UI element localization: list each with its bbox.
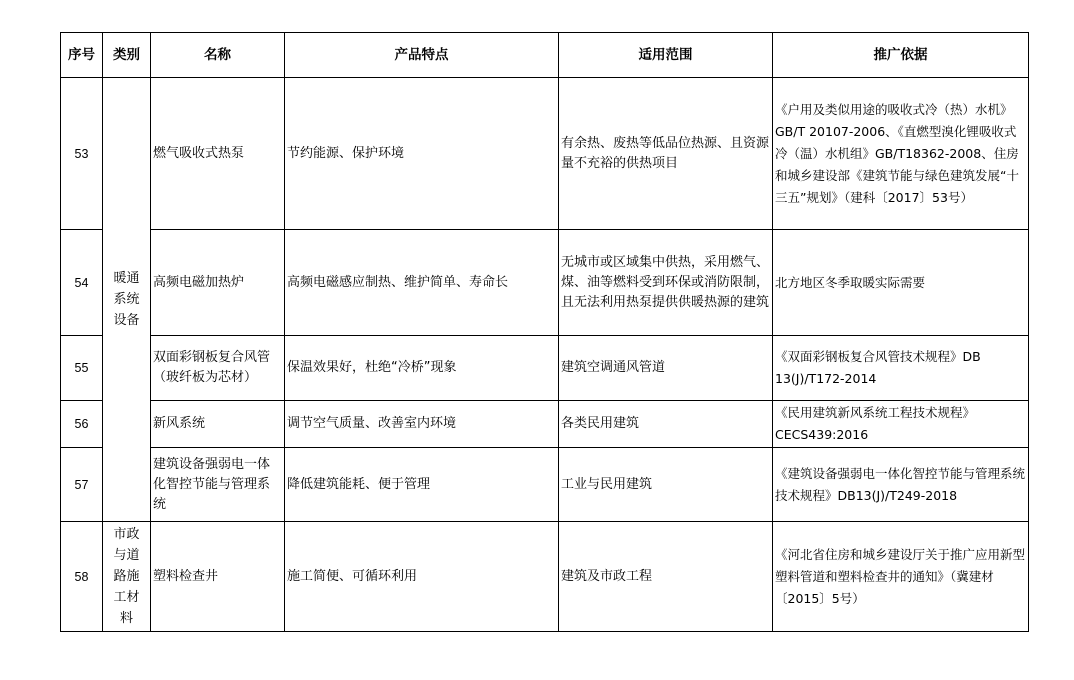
- table-row: [61, 230, 1029, 336]
- product-name: 建筑设备强弱电一体化智控节能与管理系统: [151, 448, 285, 522]
- table-row: [61, 401, 1029, 448]
- product-scope: 有余热、废热等低品位热源、且资源量不充裕的供热项目: [559, 78, 773, 230]
- product-name: 新风系统: [151, 401, 285, 448]
- header-features: 产品特点: [285, 33, 559, 78]
- row-number: 56: [61, 401, 103, 448]
- row-number: 53: [61, 78, 103, 230]
- product-scope: 建筑空调通风管道: [559, 336, 773, 401]
- row-number: 55: [61, 336, 103, 401]
- table-row: [61, 336, 1029, 401]
- category-cell: 暖通系统设备: [103, 78, 151, 522]
- product-basis: 《双面彩钢板复合风管技术规程》DB 13(J)/T172-2014: [773, 336, 1029, 401]
- product-features: 高频电磁感应制热、维护简单、寿命长: [285, 230, 559, 336]
- row-number: 57: [61, 448, 103, 522]
- product-name: 双面彩钢板复合风管（玻纤板为芯材）: [151, 336, 285, 401]
- table-row: [61, 522, 1029, 632]
- header-name: 名称: [151, 33, 285, 78]
- product-basis: 《建筑设备强弱电一体化智控节能与管理系统技术规程》DB13(J)/T249-2018: [773, 448, 1029, 522]
- product-basis: 《户用及类似用途的吸收式冷（热）水机》GB/T 20107-2006、《直燃型溴化锂吸收式冷（温）水机组》GB/T18362-2008、住房和城乡建设部《建筑节能与绿色建筑发展“十三五”规划》（建科〔2017〕53号）: [773, 78, 1029, 230]
- product-basis: 北方地区冬季取暖实际需要: [773, 230, 1029, 336]
- product-name: 燃气吸收式热泵: [151, 78, 285, 230]
- product-scope: 工业与民用建筑: [559, 448, 773, 522]
- product-table: [60, 32, 1029, 632]
- table-row: [61, 448, 1029, 522]
- product-name: 高频电磁加热炉: [151, 230, 285, 336]
- row-number: 54: [61, 230, 103, 336]
- product-basis: 《河北省住房和城乡建设厅关于推广应用新型塑料管道和塑料检查井的通知》（冀建材〔2015〕5号）: [773, 522, 1029, 632]
- product-scope: 无城市或区域集中供热，采用燃气、煤、油等燃料受到环保或消防限制，且无法利用热泵提供供暖热源的建筑: [559, 230, 773, 336]
- category-cell: 市政与道路施工材料: [103, 522, 151, 632]
- header-num: 序号: [61, 33, 103, 78]
- product-scope: 各类民用建筑: [559, 401, 773, 448]
- product-features: 降低建筑能耗、便于管理: [285, 448, 559, 522]
- product-features: 保温效果好，杜绝“冷桥”现象: [285, 336, 559, 401]
- product-name: 塑料检查井: [151, 522, 285, 632]
- header-scope: 适用范围: [559, 33, 773, 78]
- row-number: 58: [61, 522, 103, 632]
- product-features: 节约能源、保护环境: [285, 78, 559, 230]
- header-basis: 推广依据: [773, 33, 1029, 78]
- product-basis: 《民用建筑新风系统工程技术规程》CECS439:2016: [773, 401, 1029, 448]
- product-features: 调节空气质量、改善室内环境: [285, 401, 559, 448]
- header-row: [61, 33, 1029, 78]
- table-row: [61, 78, 1029, 230]
- product-scope: 建筑及市政工程: [559, 522, 773, 632]
- header-category: 类别: [103, 33, 151, 78]
- product-features: 施工简便、可循环利用: [285, 522, 559, 632]
